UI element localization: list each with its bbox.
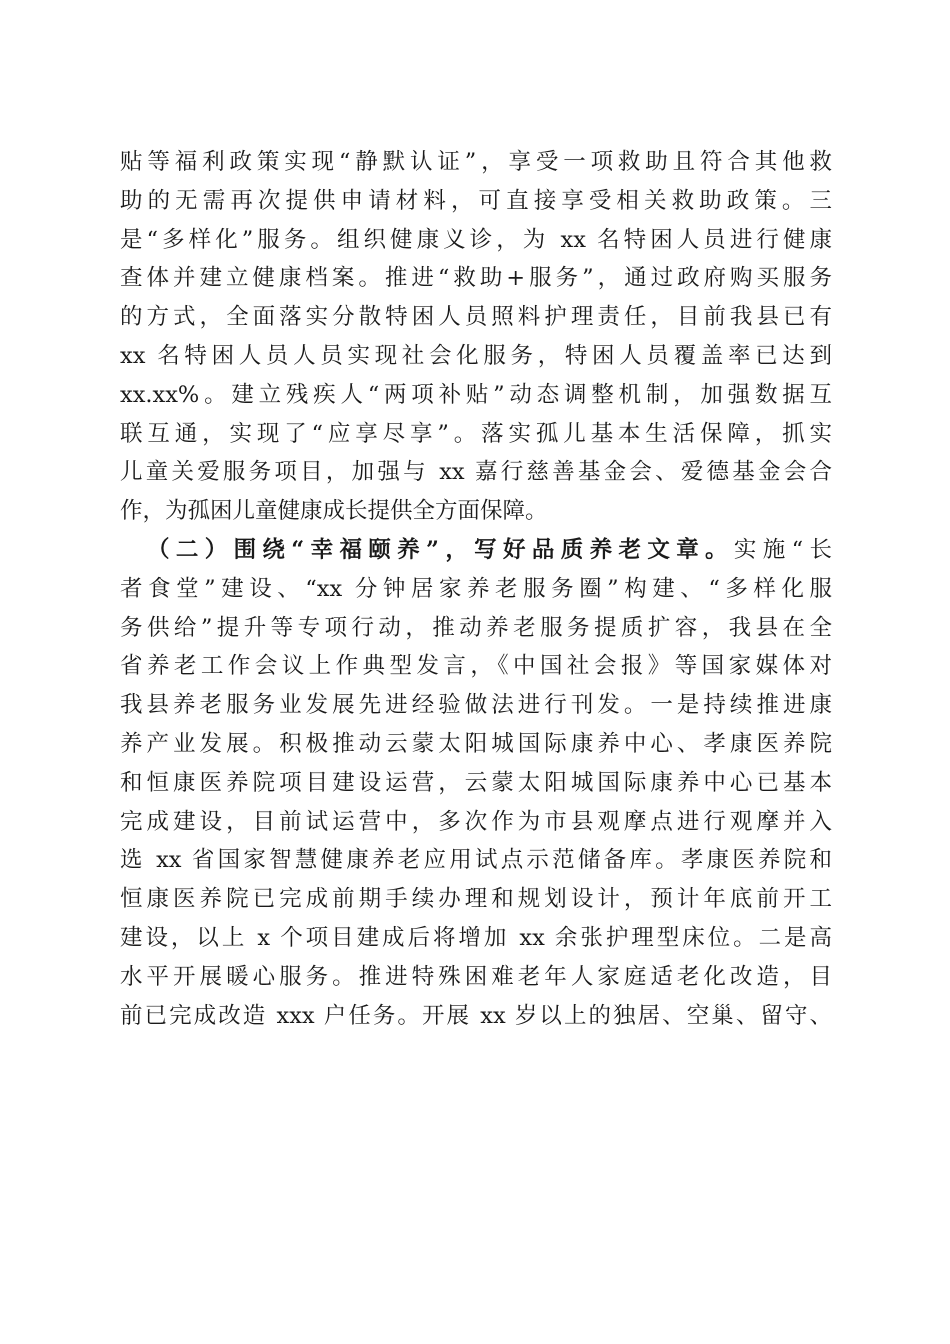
text-line: 者食堂”建设、“xx 分钟居家养老服务圈”构建、“多样化服 (120, 575, 832, 602)
text-line: xx.xx%。建立残疾人“两项补贴”动态调整机制，加强数据互 (120, 381, 832, 408)
text-line: 建设，以上 x 个项目建成后将增加 xx 余张护理型床位。二是高 (120, 924, 832, 951)
text-line: 联互通，实现了“应享尽享”。落实孤儿基本生活保障，抓实 (120, 420, 832, 447)
text-line: 养产业发展。积极推动云蒙太阳城国际康养中心、孝康医养院 (120, 730, 832, 757)
document-body (120, 143, 832, 1035)
text-line: 选 xx 省国家智慧健康养老应用试点示范储备库。孝康医养院和 (120, 847, 832, 874)
text-line: 水平开展暖心服务。推进特殊困难老年人家庭适老化改造，目 (120, 963, 832, 990)
text-line: 儿童关爱服务项目，加强与 xx 嘉行慈善基金会、爱德基金会合 (120, 459, 832, 486)
text-line: 贴等福利政策实现“静默认证”，享受一项救助且符合其他救 (120, 149, 832, 175)
text-line: 务供给”提升等专项行动，推动养老服务提质扩容，我县在全 (120, 614, 832, 641)
text-line: 作，为孤困儿童健康成长提供全方面保障。 (120, 498, 548, 525)
text-line: 完成建设，目前试运营中，多次作为市县观摩点进行观摩并入 (120, 808, 832, 835)
text-line: 助的无需再次提供申请材料，可直接享受相关救助政策。三 (120, 187, 832, 214)
section-heading-line (120, 531, 832, 570)
text-line: 的方式，全面落实分散特困人员照料护理责任，目前我县已有 (120, 304, 832, 331)
text-line: 我县养老服务业发展先进经验做法进行刊发。一是持续推进康 (120, 692, 832, 719)
text-line: 是“多样化”服务。组织健康义诊，为 xx 名特困人员进行健康 (120, 226, 832, 253)
text-line: 恒康医养院已完成前期手续办理和规划设计，预计年底前开工 (120, 886, 832, 913)
text-line: 省养老工作会议上作典型发言，《中国社会报》等国家媒体对 (120, 653, 832, 680)
paragraph-1 (120, 143, 832, 531)
section-heading: （二）围绕“幸福颐养”，写好品质养老文章。 (147, 536, 734, 563)
text-line: 查体并建立健康档案。推进“救助+服务”，通过政府购买服务 (120, 265, 832, 292)
text-line: 和恒康医养院项目建设运营，云蒙太阳城国际康养中心已基本 (120, 769, 832, 796)
paragraph-2 (120, 531, 832, 1035)
text-line: xx 名特困人员人员实现社会化服务，特困人员覆盖率已达到 (120, 342, 832, 369)
text-run: 实施“长 (733, 536, 832, 563)
text-line: 前已完成改造 xxx 户任务。开展 xx 岁以上的独居、空巢、留守、 (120, 1002, 832, 1029)
